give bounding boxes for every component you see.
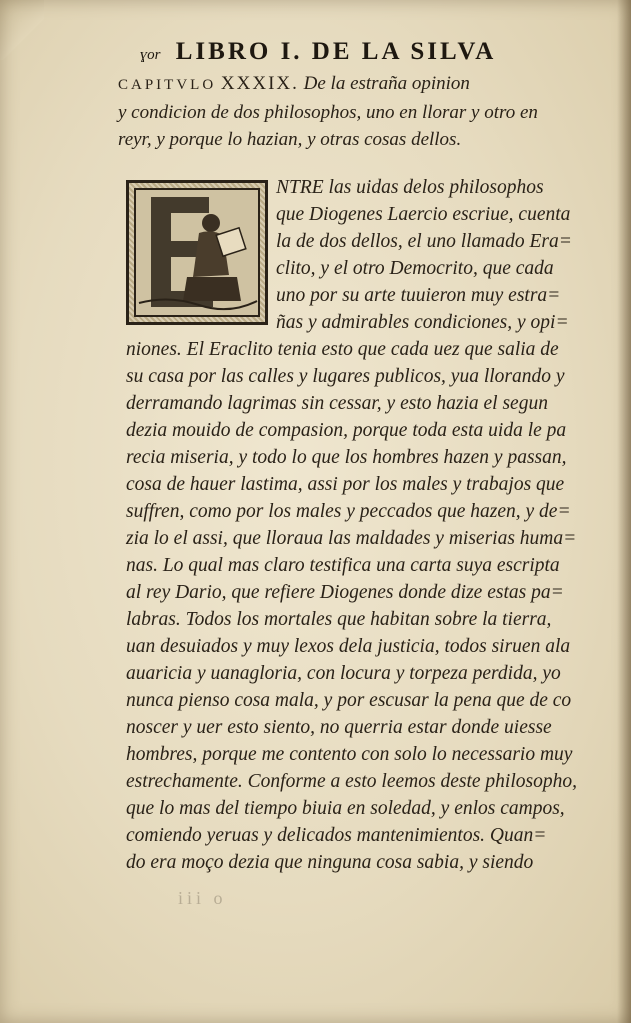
text-line: estrechamente. Conforme a esto leemos deste philosopho, — [126, 771, 577, 792]
chapter-title-line-3: reyr, y porque lo hazian, y otras cosas dellos. — [118, 129, 462, 150]
text-line: que lo mas del tiempo biuia en soledad, y enlos campos, — [126, 798, 565, 819]
text-line: la de dos dellos, el uno llamado Era= — [276, 231, 572, 252]
text-line: suffren, como por los males y peccados que hazen, y de= — [126, 501, 571, 522]
chapter-number: XXXIX. — [220, 73, 299, 94]
text-line: comiendo yeruas y delicados mantenimientos. Quan= — [126, 825, 547, 846]
running-header — [140, 38, 540, 66]
binding-shadow — [617, 0, 631, 1023]
text-line: al rey Dario, que refiere Diogenes donde dize estas pa= — [126, 582, 564, 603]
chapter-title-rest: De la estraña opinion — [303, 73, 470, 94]
body-text — [126, 174, 592, 876]
chapter-prefix: CAPITVLO — [118, 77, 217, 93]
text-line: cosa de hauer lastima, assi por los males y trabajos que — [126, 474, 565, 495]
text-line: clito, y el otro Democrito, que cada — [276, 258, 554, 279]
text-line: hombres, porque me contento con solo lo necessario muy — [126, 744, 573, 765]
text-line: nas. Lo qual mas claro testifica una carta suya escripta — [126, 555, 560, 576]
text-line: derramando lagrimas sin cessar, y esto hazia el segun — [126, 393, 548, 414]
text-line: noscer y uer esto siento, no querria estar donde uiesse — [126, 717, 552, 738]
text-line: zia lo el assi, que lloraua las maldades y miserias huma= — [126, 528, 577, 549]
text-line: nunca pienso cosa mala, y por escusar la pena que de co — [126, 690, 572, 711]
text-line: ñas y admirables condiciones, y opi= — [276, 312, 569, 333]
text-line: labras. Todos los mortales que habitan sobre la tierra, — [126, 609, 552, 630]
header-folio: ɣor — [140, 47, 161, 63]
text-line: recia miseria, y todo lo que los hombres hazen y passan, — [126, 447, 567, 468]
text-line: NTRE las uidas delos philosophos — [276, 177, 544, 198]
text-line: uno por su arte tuuieron muy estra= — [276, 285, 561, 306]
text-line: auaricia y uanagloria, con locura y torpeza perdida, yo — [126, 663, 561, 684]
header-title: LIBRO I. DE LA SILVA — [175, 38, 497, 65]
chapter-title-line-2: y condicion de dos philosophos, uno en llorar y otro en — [118, 102, 538, 123]
page-corner-fold — [0, 0, 44, 60]
text-line: uan desuiados y muy lexos dela justicia, todos siruen ala — [126, 636, 571, 657]
text-line: que Diogenes Laercio escriue, cuenta — [276, 204, 571, 225]
text-line: niones. El Eraclito tenia esto que cada uez que salia de — [126, 339, 559, 360]
chapter-heading — [118, 70, 588, 153]
text-line: do era moço dezia que ninguna cosa sabia, y siendo — [126, 852, 534, 873]
text-line: dezia mouido de compasion, porque toda esta uida le pa — [126, 420, 567, 441]
bleed-through-mark: iii o — [178, 888, 227, 908]
text-line: su casa por las calles y lugares publicos, yua llorando y — [126, 366, 565, 387]
